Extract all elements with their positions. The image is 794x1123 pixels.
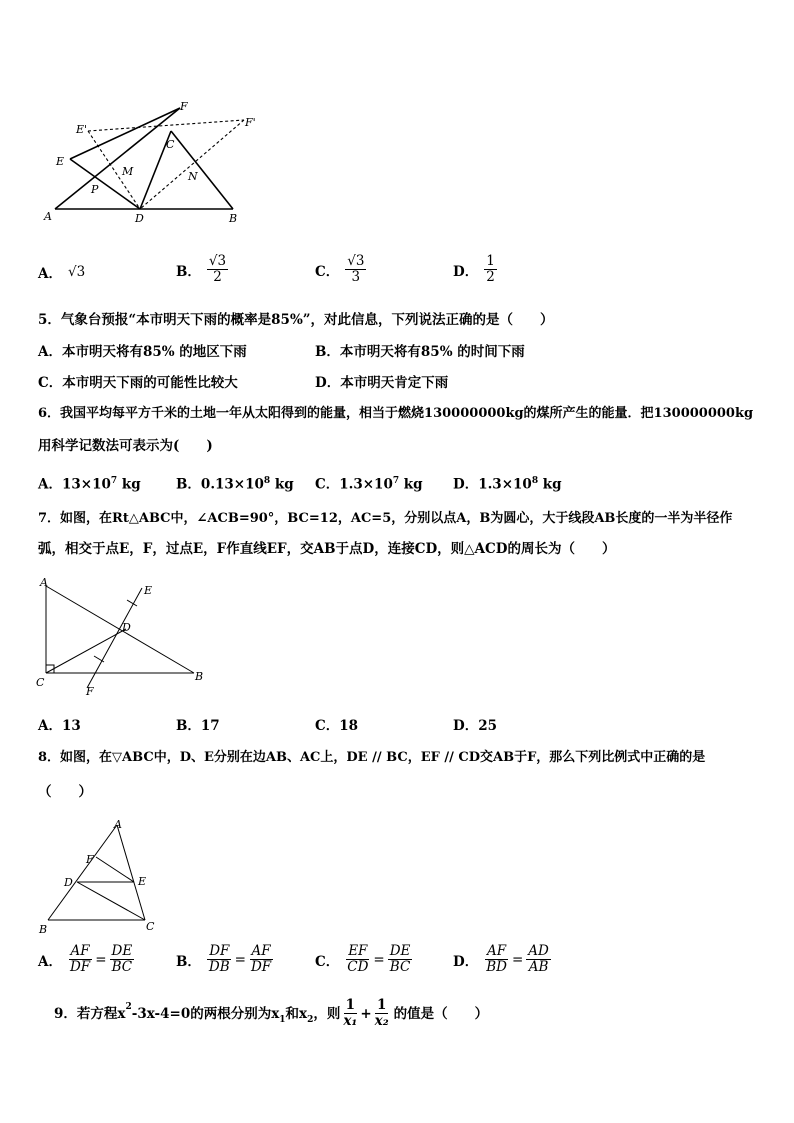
q6-option-c[interactable]: C．$1.3\times 10^7$ kg: [315, 476, 423, 493]
segment-ab: [48, 825, 117, 920]
label-c: C: [36, 676, 45, 689]
q8-option-d[interactable]: D． $\frac{AF}{BD}$ = $\frac{AD}{AB}$: [453, 943, 549, 975]
q7-option-a[interactable]: A．13: [38, 718, 81, 734]
label-b: B: [229, 212, 238, 225]
segment-ac: [117, 825, 145, 920]
q7-stem-line2: 弧，相交于点E，F，过点E，F作直线EF，交AB于点D，连接CD，则△ACD的周长为（ ）: [38, 541, 616, 557]
q5-option-c[interactable]: C．本市明天下雨的可能性比较大: [38, 375, 238, 391]
label-d: D: [135, 212, 144, 225]
label-f: F: [86, 685, 94, 696]
q7-option-b[interactable]: B．17: [176, 718, 220, 734]
q5-stem: 5．气象台预报“本市明天下雨的概率是85%”，对此信息，下列说法正确的是（ ）: [38, 312, 554, 328]
arc-mark-e: [127, 600, 137, 606]
q4-option-c[interactable]: C． $\frac{√3}{3}$: [315, 253, 365, 285]
label-d: D: [122, 621, 131, 634]
segment-cb: [171, 131, 233, 209]
label-m: M: [122, 165, 134, 178]
q6-option-a[interactable]: A．$13\times 10^7$ kg: [38, 476, 141, 493]
q6-stem-line2: 用科学记数法可表示为( ): [38, 438, 213, 454]
q4-figure: [40, 98, 270, 226]
q7-option-c[interactable]: C．18: [315, 718, 359, 734]
label-p: P: [91, 183, 99, 196]
q8-stem-line1: 8．如图，在▽ABC中，D、E分别在边AB、AC上，DE // BC，EF // CD交AB于F，那么下列比例式中正确的是: [38, 750, 706, 765]
q6-option-b[interactable]: B．$0.13\times 10^8$ kg: [176, 476, 294, 493]
q8-option-c[interactable]: C． $\frac{EF}{CD}$ = $\frac{DE}{BC}$: [315, 943, 411, 975]
label-f: F: [86, 853, 94, 866]
segment-dc: [77, 882, 145, 920]
label-e-prime: E': [76, 123, 88, 136]
label-f-prime: F': [245, 116, 256, 129]
q4-option-b[interactable]: B． $\frac{√3}{2}$: [176, 253, 227, 285]
label-b: B: [195, 670, 204, 683]
dashed-f-prime-d: [140, 120, 244, 209]
label-e: E: [56, 155, 65, 168]
q7-figure: [34, 576, 214, 696]
segment-fe: [96, 857, 134, 882]
q7-option-d[interactable]: D．25: [453, 718, 497, 734]
q8-stem-line2: （ ）: [38, 784, 92, 800]
label-e: E: [144, 584, 153, 597]
q8-figure: [34, 815, 164, 937]
q5-option-d[interactable]: D．本市明天肯定下雨: [315, 375, 449, 391]
label-c: C: [166, 138, 175, 151]
segment-ab: [46, 586, 194, 673]
q9-stem: 9．若方程x $^2$ -3x-4=0的两根分别为x $_1$ 和x $_2$ ，则 $\frac{1}{\text{x₁}}$ + $\frac{1}{\text{x₂}}$ 的值是（ ）: [54, 997, 489, 1029]
label-c: C: [146, 920, 155, 933]
q8-option-b[interactable]: B． $\frac{DF}{DB}$ = $\frac{AF}{DF}$: [176, 943, 272, 975]
q4-option-d[interactable]: D． $\frac{1}{2}$: [453, 253, 495, 285]
label-d: D: [64, 876, 73, 889]
label-a: A: [114, 818, 122, 831]
label-b: B: [39, 923, 48, 936]
q4-option-a[interactable]: A． √3: [38, 264, 86, 282]
label-e: E: [138, 875, 147, 888]
label-n: N: [188, 170, 198, 183]
q7-stem-line1: 7．如图，在Rt△ABC中，∠ACB=90°，BC=12，AC=5，分别以点A，B为圆心，大于线段AB长度的一半为半径作: [38, 511, 733, 526]
q6-stem-line1: 6．我国平均每平方千米的土地一年从太阳得到的能量，相当于燃烧130000000kg的煤所产生的能量．把130000000kg: [38, 406, 754, 421]
label-f: F: [180, 100, 188, 113]
q5-option-b[interactable]: B．本市明天将有85% 的时间下雨: [315, 344, 525, 360]
q5-option-a[interactable]: A．本市明天将有85% 的地区下雨: [38, 344, 247, 360]
label-a: A: [40, 576, 48, 589]
q4-option-a-value: √3: [67, 264, 86, 280]
q6-option-d[interactable]: D．$1.3\times 10^8$ kg: [453, 476, 562, 493]
q8-option-a[interactable]: A． $\frac{AF}{DF}$ = $\frac{DE}{BC}$: [38, 943, 133, 975]
label-a: A: [44, 210, 52, 223]
segment-cd: [46, 629, 126, 673]
dashed-e-prime-f-prime: [88, 120, 244, 131]
